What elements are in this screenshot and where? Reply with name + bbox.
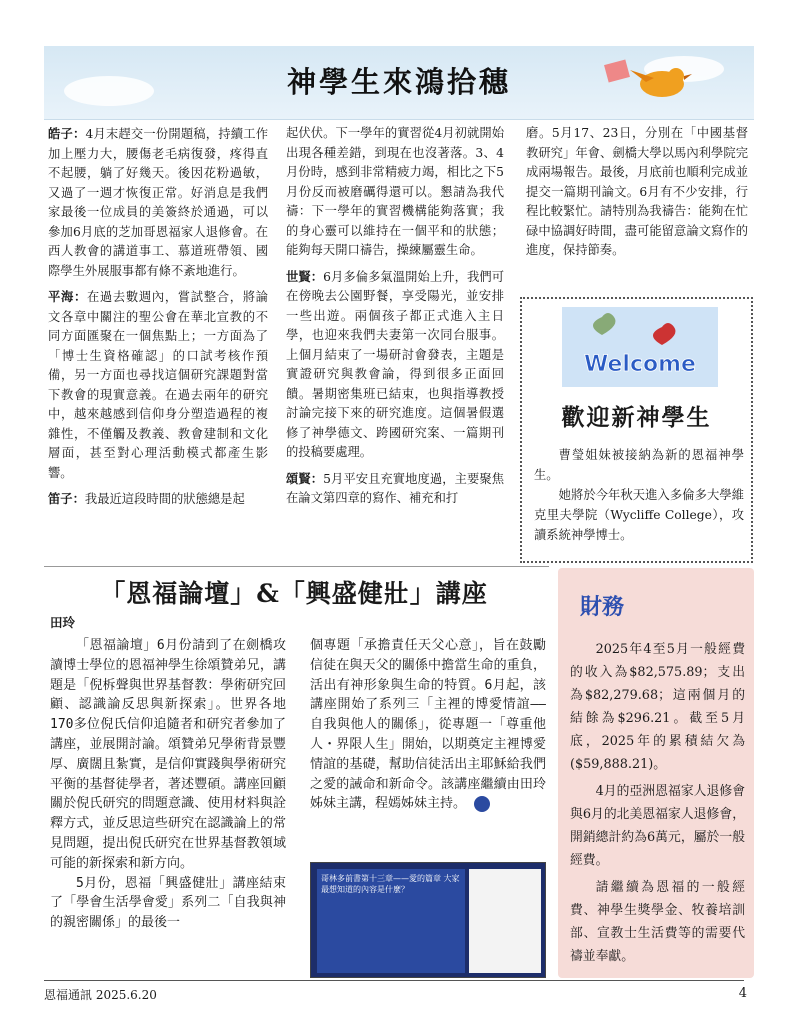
paragraph: 「恩福論壇」6月份請到了在劍橋攻讀博士學位的恩福神學生徐頌贊弟兄，講題是「倪柝聲與世界基督教：學術研究回顧、認識論反思與新探索」。世界各地170多位倪氏信仰追隨者和研究者參加了講座，並展開討論。頌贊弟兄學術背景豐厚、廣闊且紮實，是信仰實踐與學術研究平衡的基督徒學者，著述豐碩。講座回顧關於倪氏研究的問題意識、使用材料與詮釋方式，並反思這些研究在認識論上的常見問題，提出倪氏研究在世界基督教領域可能的新探索和新方向。	[50, 638, 286, 871]
author-name: 頌賢：	[286, 470, 324, 486]
bird-with-letter-icon	[584, 52, 694, 112]
column-3	[526, 124, 748, 267]
page-number: 4	[738, 986, 747, 1001]
paragraph: 個專題「承擔責任天父心意」，旨在鼓勵信徒在與天父的關係中擔當生命的重負，活出有神形象與生命的特質。6月起，該講座開始了系列三「主裡的博愛情誼——自我與他人的關係」，從專題一「尊重他人・界限人生」開始，以期奠定主裡博愛情誼的基礎，幫助信徒活出主耶穌給我們之愛的誡命和新命令。該講座繼續由田玲姊妹主講，程嫣姊妹主持。	[310, 638, 546, 812]
paragraph: 起伏伏。下一學年的實習從4月初就開始出現各種差錯，到現在也沒著落。3、4月份時，感到非常精疲力竭，相比之下5月份反而被磨礪得還可以。懇請為我代禱：下一學年的實習機構能夠落實；我的身心靈可以維持在一個平和的狀態；能夠每天開口禱告，操練屬靈生命。	[286, 126, 504, 257]
paragraph: 6月多倫多氣溫開始上升，我們可在傍晚去公園野餐，享受陽光，並安排一些出遊。兩個孩子都正式進入主日學，也迎來我們夫妻第一次同台服事。上個月結束了一場研討會發表，主題是實證研究與教會論，得到很多正面回饋。暑期密集班已結束，也與指導教授討論完接下來的研究進度。這個暑假選修了神學德文、跨國研究案、一篇期刊的投稿要處理。	[286, 269, 504, 459]
lecture-author: 田玲	[50, 615, 76, 630]
paragraph: 5月份，恩福「興盛健壯」講座結束了「學會生活學會愛」系列二「自我與神的親密關係」的最後一	[50, 875, 286, 931]
column-1	[48, 124, 268, 516]
lecture-column-2	[310, 636, 546, 814]
welcome-title: 歡迎新神學生	[561, 404, 712, 431]
finance-box	[558, 568, 754, 978]
paragraph: 曹瑩姐妹被接納為新的恩福神學生。	[534, 448, 744, 482]
finance-text	[570, 638, 745, 972]
lecture-column-1	[50, 636, 286, 933]
lecture-title: 「恩福論壇」&「興盛健壯」講座	[100, 579, 488, 608]
author-name: 平海：	[48, 289, 87, 304]
enfu-logo-icon	[474, 796, 490, 812]
thumbnail-slide: 哥林多前書第十三章——愛的篇章 大家最想知道的內容是什麼？	[317, 869, 465, 973]
footer-divider	[44, 980, 744, 981]
paragraph: 4月末趕交一份開題稿，持續工作加上壓力大，腰傷老毛病復發，疼得直不起腰，躺了好幾天。後因花粉過敏，又過了一週才恢復正常。好消息是我們家最後一位成員的美簽終於通過，可以參加6月底的芝加哥恩福家人退修會。在西人教會的講道事工、慕道班帶領、國際學生外展服事都有條不紊地進行。	[48, 127, 268, 278]
welcome-graphic	[562, 307, 718, 387]
paragraph: 5月平安且充實地度過，主要聚焦在論文第四章的寫作、補充和打	[286, 471, 504, 505]
welcome-text	[534, 445, 744, 545]
welcome-image	[562, 307, 718, 387]
paragraph: 2025年4至5月一般經費的收入為$82,575.89；支出為$82,279.68；這兩個月的結餘為$296.21。截至5月底，2025年的累積結欠為($59,888.21)。	[570, 642, 745, 772]
header-banner	[44, 46, 754, 120]
welcome-image-text: Welcome	[584, 352, 696, 377]
lecture-thumbnail	[310, 862, 546, 978]
author-name: 笛子：	[48, 491, 85, 506]
finance-title: 財務	[580, 595, 625, 620]
author-name: 世賢：	[286, 268, 324, 284]
column-2	[286, 124, 504, 515]
paragraph: 她將於今年秋天進入多倫多大學維克里夫學院（Wycliffe College），攻讀系統神學博士。	[534, 488, 744, 542]
footer-text: 恩福通訊 2025.6.20	[44, 988, 157, 1002]
paragraph: 4月的亞洲恩福家人退修會與6月的北美恩福家人退修會，開銷總計約為6萬元，屬於一般經費。	[570, 784, 745, 868]
paragraph: 磨。5月17、23日，分別在「中國基督教研究」年會、劍橋大學以馬內利學院完成兩場報告。最後，月底前也順利完成並提交一篇期刊論文。6月有不少安排，行程比較緊忙。請特別為我禱告：能夠在忙碌中協調好時間，盡可能留意論文寫作的進度，保持節奏。	[526, 126, 748, 257]
paragraph: 在過去數週內，嘗試整合，將論文各章中關注的聖公會在華北宣教的不同方面匯聚在一個焦點上；一方面為了「博士生資格確認」的口試考核作預備，另一方面也尋找這個研究課題對當下教會的現實意義。在過去兩年的研究中，越來越感到信仰身分塑造過程的複雜性，不僅觸及教義、教會建制和文化層面，甚至對心理活動模式都產生影響。	[48, 290, 268, 480]
thumbnail-speaker	[469, 869, 541, 973]
paragraph: 我最近這段時間的狀態總是起	[84, 492, 245, 506]
page-title: 神學生來鴻拾穗	[286, 65, 511, 99]
divider	[44, 566, 549, 567]
welcome-box	[520, 297, 753, 563]
author-name: 皓子：	[48, 126, 86, 141]
paragraph: 請繼續為恩福的一般經費、神學生獎學金、牧養培訓部、宣教士生活費等的需要代禱並奉獻。	[570, 880, 745, 964]
